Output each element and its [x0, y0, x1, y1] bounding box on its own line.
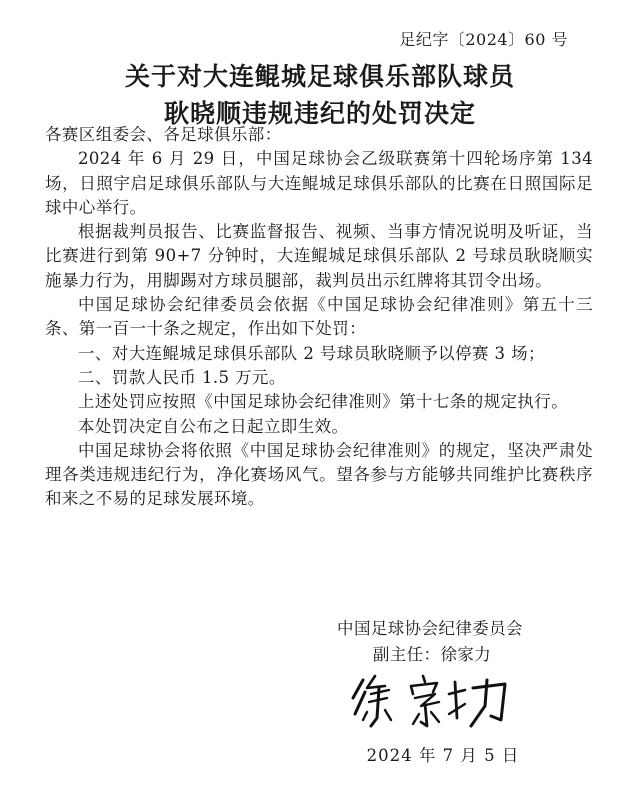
paragraph-basis: 中国足球协会纪律委员会依据《中国足球协会纪律准则》第五十三条、第一百一十条之规定，作出如下处罚：: [45, 295, 593, 339]
document-body: [45, 123, 593, 512]
penalty-item-fine: 二、罚款人民币 1.5 万元。: [78, 367, 286, 387]
title-line-1: 关于对大连鲲城足球俱乐部队球员: [124, 62, 515, 91]
handwritten-signature: [345, 668, 520, 740]
salutation: 各赛区组委会、各足球俱乐部：: [45, 125, 282, 144]
paragraph-execution: 上述处罚应按照《中国足球协会纪律准则》第十七条的规定执行。: [78, 392, 569, 412]
paragraph-closing: 中国足球协会将依照《中国足球协会纪律准则》的规定，坚决严肃处理各类违规违纪行为，净化赛场风气。望各参与方能够共同维护比赛秩序和来之不易的足球发展环境。: [45, 440, 593, 509]
paragraph-match-info: 2024 年 6 月 29 日，中国足球协会乙级联赛第十四轮场序第 134 场，日照宇启足球俱乐部队与大连鲲城足球俱乐部队的比赛在日照国际足球中心举行。: [45, 149, 593, 217]
issue-date: 2024 年 7 月 5 日: [366, 746, 520, 765]
document-number: 足纪字〔2024〕60 号: [399, 30, 568, 49]
signatory-role: 副主任：徐家力: [372, 645, 492, 664]
issuing-organization: 中国足球协会纪律委员会: [337, 619, 523, 638]
paragraph-incident: 根据裁判员报告、比赛监督报告、视频、当事方情况说明及听证，当比赛进行到第 90+7 分钟时，大连鲲城足球俱乐部队 2 号球员耿晓顺实施暴力行为，用脚踢对方球员腿部，裁判员出示红牌将其罚令出场。: [45, 222, 593, 290]
signature-block: [300, 616, 560, 668]
title-line-2: 耿晓顺违规违纪的处罚决定: [163, 99, 476, 128]
penalty-item-suspension: 一、对大连鲲城足球俱乐部队 2 号球员耿晓顺予以停赛 3 场；: [78, 343, 545, 363]
document-title: [0, 58, 640, 132]
paragraph-effective: 本处罚决定自公布之日起立即生效。: [78, 416, 349, 436]
